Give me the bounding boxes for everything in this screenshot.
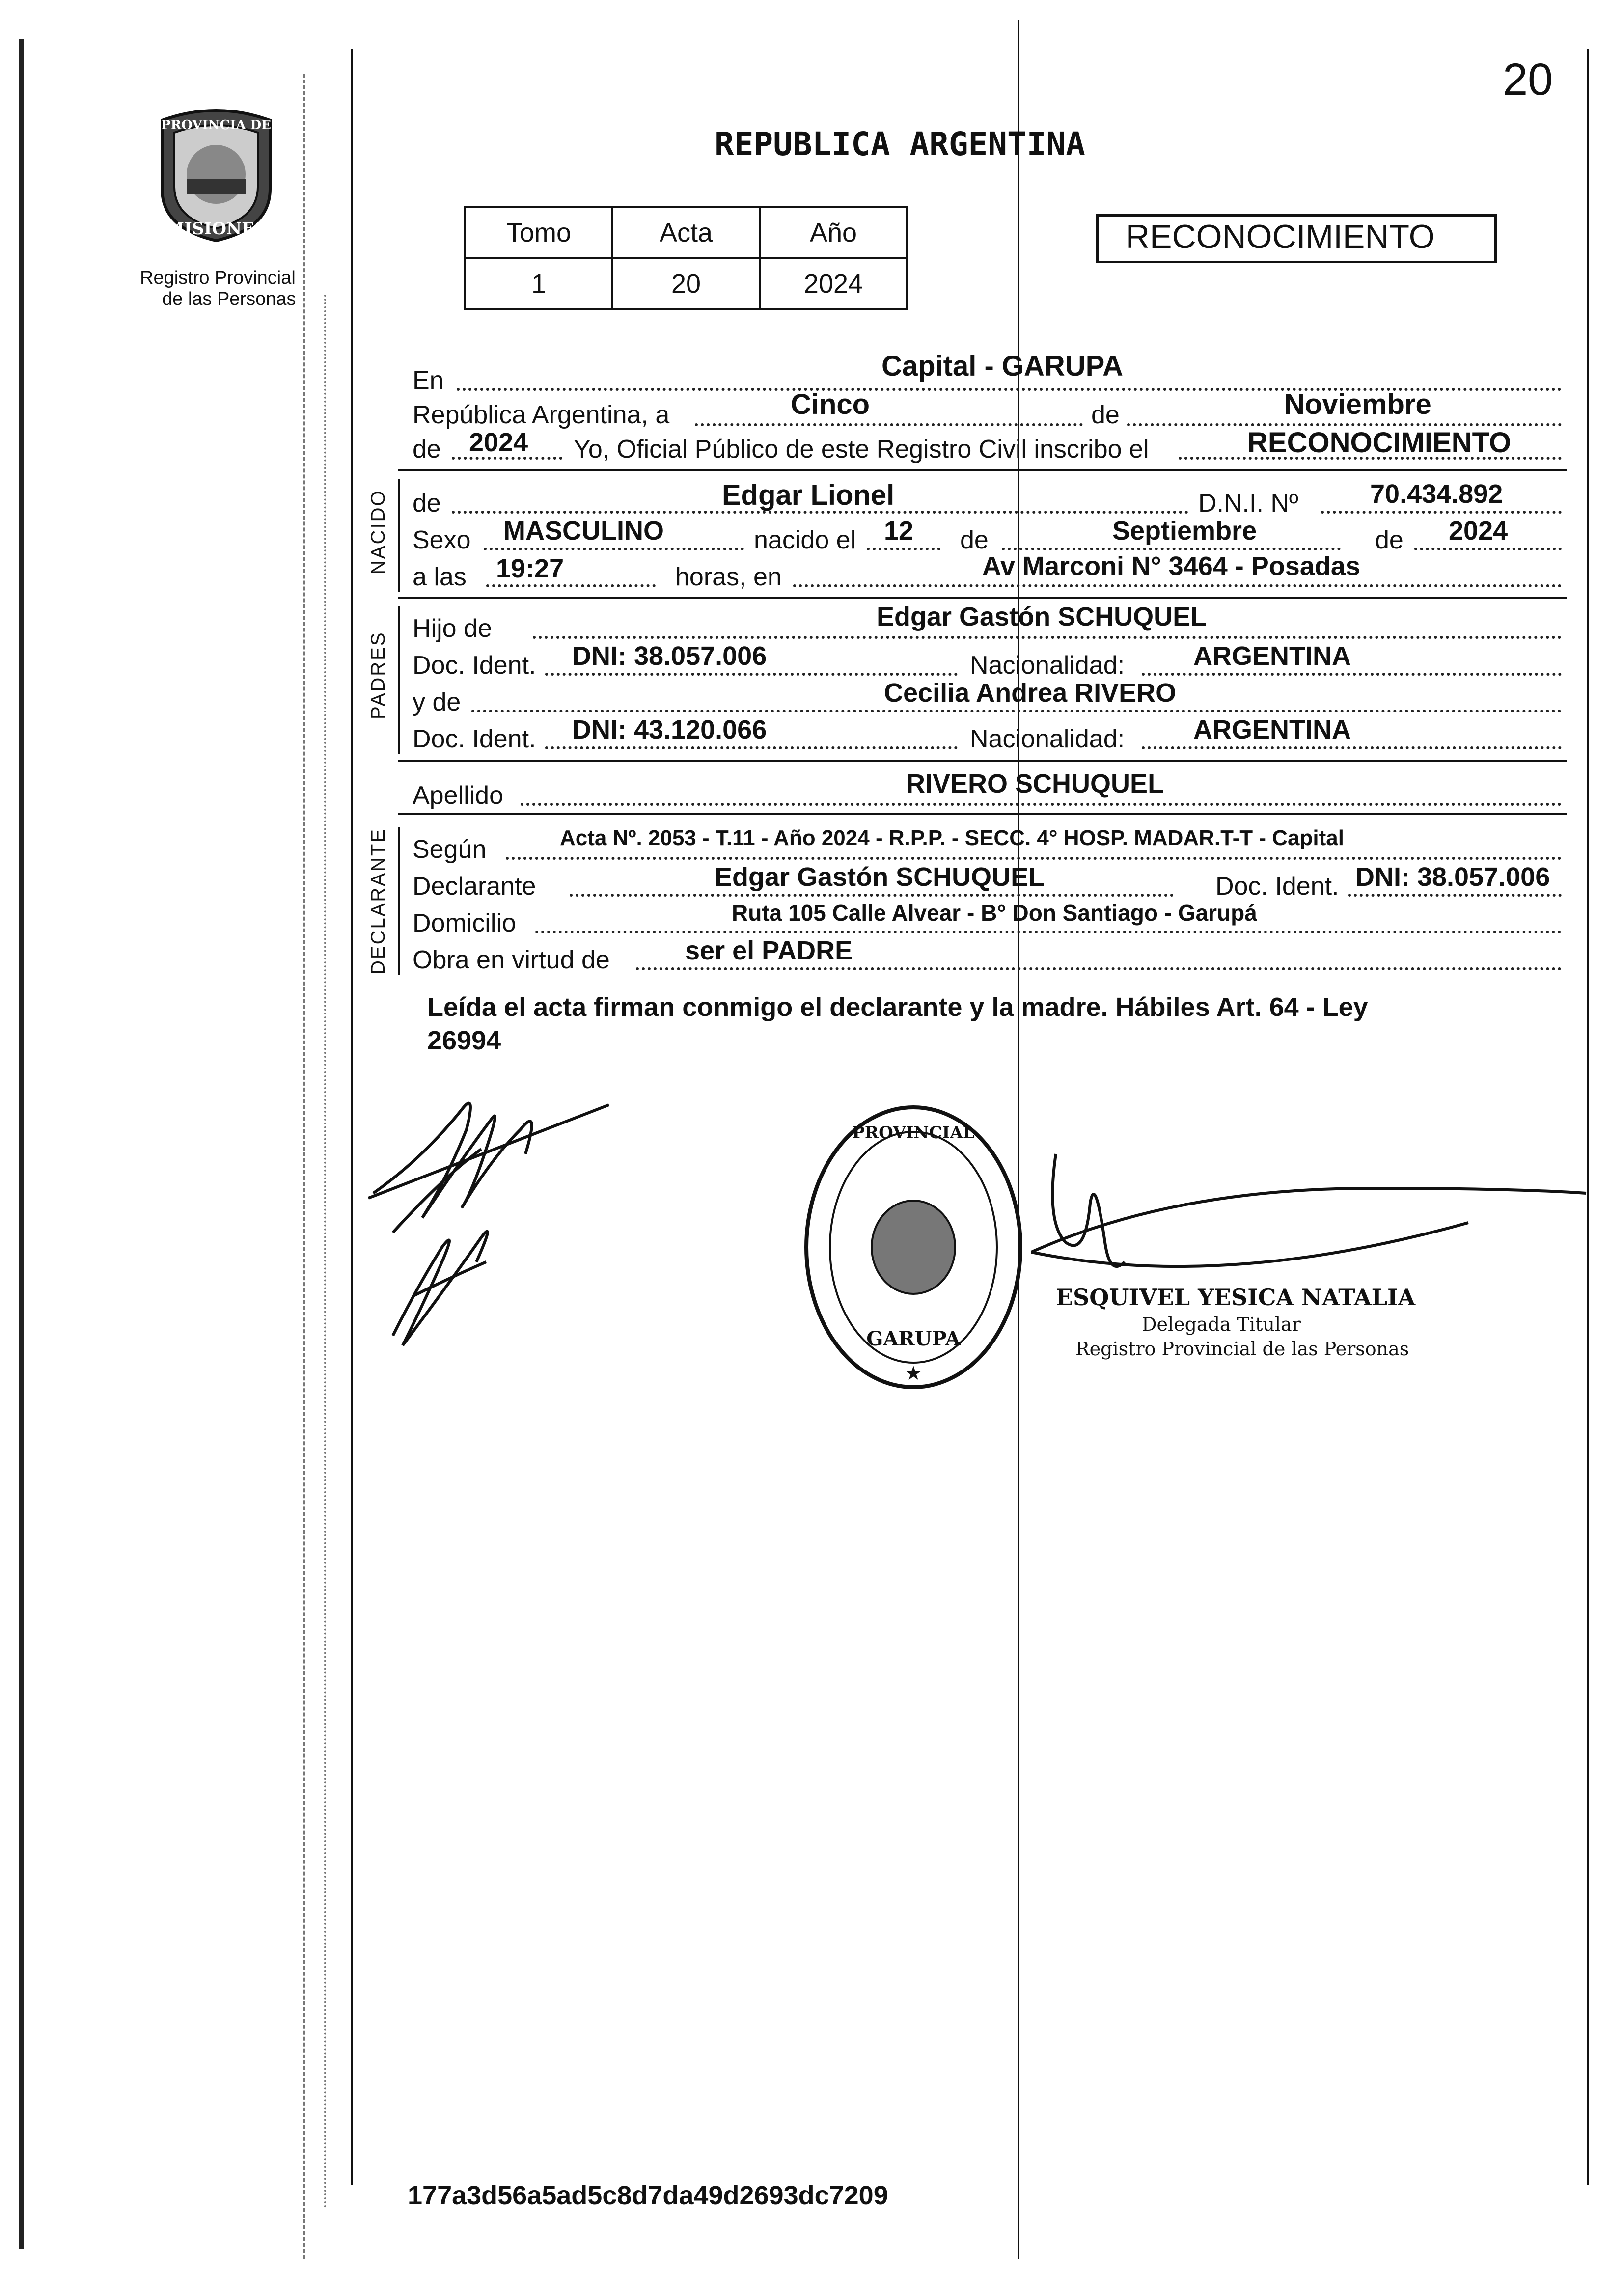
en-label: En: [413, 366, 444, 395]
intro-year: 2024: [469, 428, 528, 457]
declarante-doc-dots: [1348, 894, 1562, 897]
mother-doc-dots: [545, 746, 958, 749]
official-office: Registro Provincial de las Personas: [1075, 1338, 1409, 1360]
segun-label: Según: [413, 835, 487, 864]
birth-year: 2024: [1449, 516, 1508, 546]
declarante-section-label: DECLARANTE: [367, 828, 389, 975]
obra-label: Obra en virtud de: [413, 946, 610, 974]
svg-text:MISIONES: MISIONES: [165, 219, 267, 239]
mother-doc-label: Doc. Ident.: [413, 725, 536, 753]
svg-text:★: ★: [905, 1363, 922, 1384]
page-frame-left: [351, 49, 353, 2185]
domicilio-dots: [535, 931, 1562, 933]
intro-day: Cinco: [791, 388, 870, 420]
table-header-ano: Año: [760, 207, 907, 258]
father-dots: [533, 636, 1562, 639]
hora-label: a las: [413, 563, 467, 591]
officer-text: Yo, Oficial Público de este Registro Civil inscribo el: [574, 435, 1149, 464]
logo-caption-line1: Registro Provincial: [140, 268, 296, 288]
declarante-label: Declarante: [413, 872, 536, 901]
father-nationality: ARGENTINA: [1193, 641, 1351, 671]
padres-section-label: PADRES: [367, 631, 389, 719]
father-nationality-label: Nacionalidad:: [970, 651, 1125, 680]
nacido-de-label-3: de: [1375, 526, 1404, 554]
scan-left-edge: [19, 39, 24, 2249]
official-signature: [1026, 1144, 1591, 1301]
province-seal-logo: [152, 106, 280, 243]
sexo-label: Sexo: [413, 526, 471, 554]
record-table: [464, 206, 908, 310]
y-de-label: y de: [413, 688, 461, 716]
page-title: REPUBLICA ARGENTINA: [715, 125, 1085, 163]
apellido-label: Apellido: [413, 781, 504, 810]
nacido-de-label: de: [413, 489, 441, 518]
birth-place: Av Marconi N° 3464 - Posadas: [982, 551, 1360, 581]
page-frame-right: [1587, 49, 1589, 2185]
birth-time: 19:27: [496, 554, 564, 583]
divider-padres-top: [398, 597, 1567, 599]
father-doc: DNI: 38.057.006: [572, 641, 767, 671]
closing-text-line1: Leída el acta firman conmigo el declarante y la madre. Hábiles Art. 64 - Ley: [427, 992, 1368, 1022]
stamp-center-text: GARUPA: [866, 1327, 961, 1350]
intro-month: Noviembre: [1284, 388, 1431, 420]
declarante-bracket: [398, 827, 400, 975]
declarante-doc: DNI: 38.057.006: [1355, 862, 1550, 892]
dni-dots: [1321, 511, 1562, 514]
mother-nationality: ARGENTINA: [1193, 715, 1351, 744]
child-sex: MASCULINO: [503, 516, 664, 546]
hijo-label: Hijo de: [413, 614, 492, 643]
birth-year-dots: [1414, 548, 1562, 550]
segun-value: Acta Nº. 2053 - T.11 - Año 2024 - R.P.P. - SECC. 4° HOSP. MADAR.T-T - Capital: [560, 826, 1344, 850]
document-hash: 177a3d56a5ad5c8d7da49d2693dc7209: [408, 2181, 888, 2210]
segun-dots: [506, 857, 1562, 860]
child-dni: 70.434.892: [1370, 479, 1503, 509]
logo-caption-line2: de las Personas: [162, 289, 296, 309]
delegation-stamp: [800, 1100, 1026, 1404]
divider-declarante-top: [398, 813, 1567, 815]
svg-text:PROVINCIAL: PROVINCIAL: [852, 1123, 975, 1143]
nacido-bracket: [398, 479, 400, 592]
father-doc-dots: [545, 673, 958, 676]
mother-dots: [471, 710, 1562, 712]
mother-nationality-dots: [1142, 746, 1562, 749]
declarante-dots: [570, 894, 1174, 897]
table-value-tomo: 1: [465, 258, 612, 309]
table-value-acta: 20: [612, 258, 760, 309]
intro-inscription: RECONOCIMIENTO: [1247, 427, 1512, 459]
republic-label: República Argentina, a: [413, 401, 670, 429]
nacido-section-label: NACIDO: [367, 489, 389, 575]
father-name: Edgar Gastón SCHUQUEL: [877, 602, 1207, 631]
birth-month: Septiembre: [1112, 516, 1257, 546]
intro-de-label-2: de: [413, 435, 441, 464]
hora-dots: [486, 584, 656, 587]
declarante-name: Edgar Gastón SCHUQUEL: [715, 862, 1045, 892]
apellido-value: RIVERO SCHUQUEL: [906, 769, 1164, 798]
intro-place: Capital - GARUPA: [881, 350, 1123, 382]
birth-day-dots: [867, 548, 940, 550]
declarant-signature: [363, 1031, 619, 1365]
obra-dots: [636, 967, 1562, 970]
mother-doc: DNI: 43.120.066: [572, 715, 767, 744]
nacido-el-label: nacido el: [754, 526, 856, 554]
father-doc-label: Doc. Ident.: [413, 651, 536, 680]
closing-text-line2: 26994: [427, 1026, 501, 1055]
horas-label: horas, en: [675, 563, 782, 591]
nacido-de-label-2: de: [960, 526, 989, 554]
father-nationality-dots: [1142, 673, 1562, 676]
birth-place-dots: [793, 584, 1562, 587]
apellido-dots: [521, 803, 1562, 806]
page-number: 20: [1503, 55, 1553, 105]
scan-dash-line: [303, 74, 305, 2259]
official-role: Delegada Titular: [1142, 1314, 1301, 1335]
child-name: Edgar Lionel: [722, 479, 895, 511]
day-dots: [695, 423, 1083, 426]
table-header-acta: Acta: [612, 207, 760, 258]
sexo-dots: [484, 548, 744, 550]
domicilio-value: Ruta 105 Calle Alvear - B° Don Santiago - Garupá: [732, 900, 1257, 926]
scan-dash-line-2: [324, 295, 326, 2210]
declarante-doc-label: Doc. Ident.: [1215, 872, 1339, 901]
padres-bracket: [398, 606, 400, 754]
divider-apellido-top: [398, 760, 1567, 762]
dni-label: D.N.I. Nº: [1198, 489, 1298, 518]
divider-nacido-top: [398, 469, 1567, 471]
svg-text:PROVINCIA DE: PROVINCIA DE: [161, 118, 271, 133]
official-name: ESQUIVEL YESICA NATALIA: [1056, 1284, 1416, 1311]
birth-day: 12: [884, 516, 914, 546]
birth-month-dots: [1002, 548, 1341, 550]
mother-nationality-label: Nacionalidad:: [970, 725, 1125, 753]
intro-de-label: de: [1091, 401, 1120, 429]
obra-value: ser el PADRE: [685, 936, 853, 965]
domicilio-label: Domicilio: [413, 909, 516, 937]
act-type: RECONOCIMIENTO: [1126, 218, 1435, 255]
table-header-tomo: Tomo: [465, 207, 612, 258]
mother-name: Cecilia Andrea RIVERO: [884, 678, 1177, 708]
table-value-ano: 2024: [760, 258, 907, 309]
